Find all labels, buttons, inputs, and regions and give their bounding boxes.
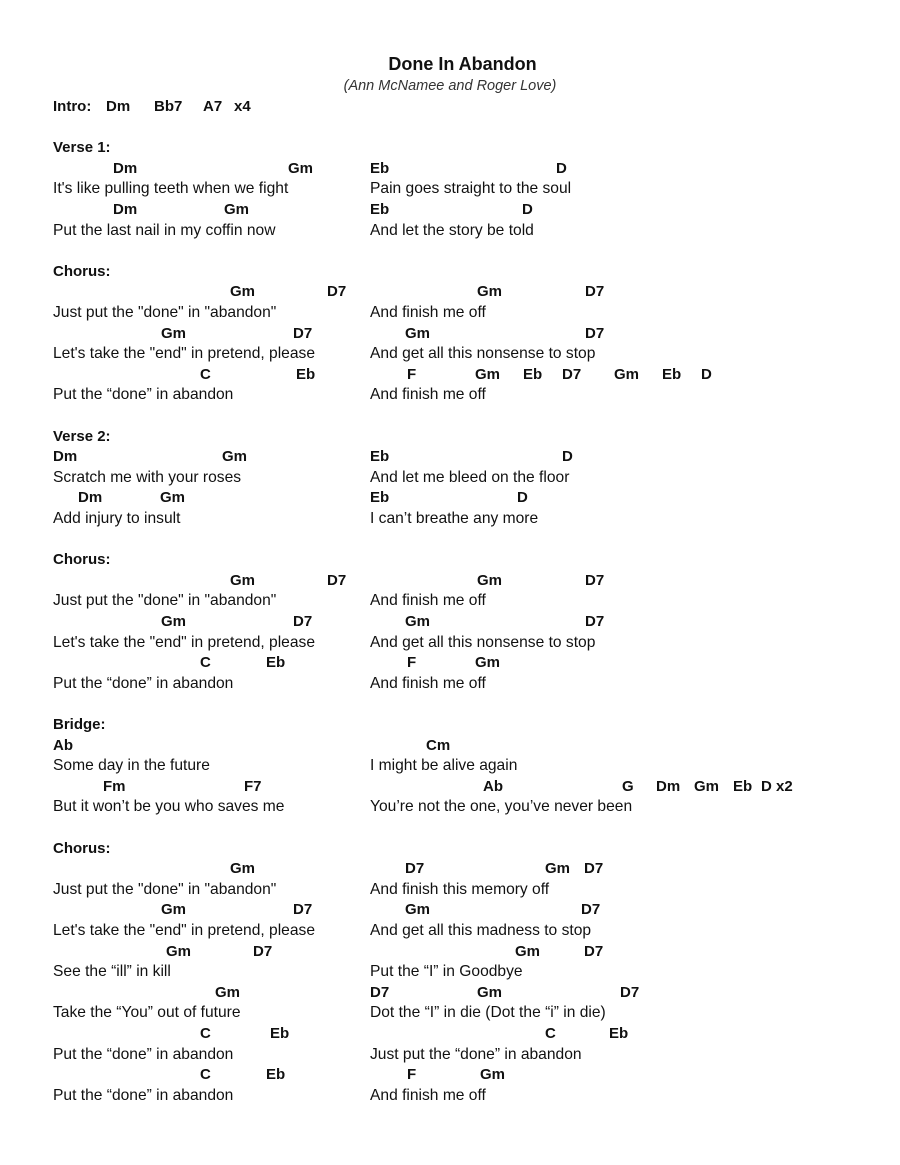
- chord: D7: [370, 983, 390, 1001]
- chord: Gm: [477, 983, 503, 1001]
- chord: Dm: [106, 98, 131, 115]
- lyric-line: And finish me off: [370, 592, 486, 610]
- lyric-line: Scratch me with your roses: [53, 468, 242, 486]
- lyric-line: Just put the "done" in "abandon": [53, 592, 277, 610]
- lyric-line: Let's take the "end" in pretend, please: [53, 922, 315, 939]
- lyric-line: And finish me off: [370, 304, 486, 321]
- chord: F: [407, 1066, 417, 1084]
- chord: D7: [253, 942, 273, 960]
- chord: Gm: [161, 324, 187, 342]
- chord: Gm: [694, 777, 720, 795]
- chord: D7: [581, 901, 601, 919]
- chord: Gm: [545, 860, 571, 878]
- chord: A7: [203, 98, 223, 115]
- section-heading: Bridge:: [53, 716, 106, 733]
- chord: D7: [327, 571, 347, 589]
- chord: Bb7: [154, 98, 183, 115]
- lyric-line: You’re not the one, you’ve never been: [370, 798, 633, 816]
- chord: Eb: [733, 777, 753, 795]
- chord: Gm: [475, 654, 501, 672]
- lyric-line: Dot the “I” in die (Dot the “i” in die): [370, 1004, 606, 1022]
- chord: Eb: [370, 201, 390, 218]
- chord: Ab: [483, 777, 503, 795]
- chord: Gm: [161, 613, 187, 630]
- chord: C: [200, 365, 211, 383]
- lyric-line: And finish me off: [370, 386, 486, 404]
- chord: Cm: [426, 736, 451, 754]
- chord: D: [522, 201, 533, 218]
- chord: Gm: [288, 159, 314, 177]
- chord: Gm: [160, 489, 186, 507]
- chord: Gm: [475, 365, 501, 383]
- chord: Eb: [266, 654, 286, 672]
- chord: Fm: [103, 777, 126, 795]
- chord: Gm: [230, 283, 256, 301]
- chord: Eb: [270, 1025, 290, 1042]
- lyric-line: And finish this memory off: [370, 880, 550, 898]
- lyric-line: Let's take the "end" in pretend, please: [53, 633, 315, 651]
- lyric-line: Add injury to insult: [53, 510, 181, 527]
- chord: D7: [585, 613, 605, 630]
- chord: Dm: [113, 159, 138, 177]
- lyric-line: Put the “I” in Goodbye: [370, 963, 523, 981]
- chord: Gm: [405, 613, 431, 630]
- chord: D7: [293, 324, 313, 342]
- chord: Gm: [477, 571, 503, 589]
- chord: Eb: [523, 365, 543, 383]
- lyric-line: And finish me off: [370, 674, 486, 692]
- chord: D7: [327, 283, 347, 301]
- lyric-line: Put the last nail in my coffin now: [53, 221, 276, 239]
- chord: Eb: [266, 1066, 286, 1084]
- section-heading: Chorus:: [53, 262, 111, 280]
- chord: D: [562, 448, 573, 466]
- chord: Gm: [224, 201, 250, 218]
- chord: Eb: [370, 489, 390, 507]
- lyric-line: Take the “You” out of future: [53, 1004, 241, 1022]
- lyric-line: And finish me off: [370, 1086, 486, 1104]
- chord: F7: [244, 777, 262, 795]
- chord: Eb: [609, 1025, 629, 1042]
- chord: D: [517, 489, 528, 507]
- chord: Gm: [230, 860, 256, 878]
- chord: Gm: [166, 942, 192, 960]
- chord: Gm: [477, 283, 503, 301]
- chord: x4: [234, 98, 251, 115]
- chord: C: [200, 654, 211, 672]
- lyric-line: I can’t breathe any more: [370, 510, 539, 527]
- lyric-line: Just put the “done” in abandon: [370, 1045, 582, 1063]
- chord: D7: [293, 901, 313, 919]
- chord: Eb: [296, 365, 316, 383]
- chord: D7: [562, 365, 582, 383]
- lyric-line: Let's take the "end" in pretend, please: [53, 345, 315, 363]
- lyric-line: And let the story be told: [370, 221, 534, 239]
- chord: D7: [620, 983, 640, 1001]
- chord: Eb: [370, 448, 390, 466]
- chord: Dm: [656, 777, 681, 795]
- section-heading: Chorus:: [53, 839, 111, 857]
- intro-label: Intro:: [53, 98, 92, 115]
- chord: D7: [293, 613, 313, 630]
- lyric-line: And get all this nonsense to stop: [370, 633, 596, 651]
- song-authors: (Ann McNamee and Roger Love): [343, 78, 557, 94]
- lyric-line: See the “ill” in kill: [53, 963, 171, 981]
- chord: F: [407, 654, 417, 672]
- chord: D7: [585, 283, 605, 301]
- chord: G: [622, 777, 634, 795]
- lyric-line: And let me bleed on the floor: [370, 468, 570, 486]
- lyric-line: It's like pulling teeth when we fight: [53, 180, 289, 198]
- chord: Gm: [215, 983, 241, 1001]
- chord: C: [200, 1066, 211, 1084]
- chord: Gm: [222, 448, 248, 466]
- chord: D7: [405, 860, 425, 878]
- lyric-line: Pain goes straight to the soul: [370, 180, 572, 198]
- lyric-line: Just put the "done" in "abandon": [53, 304, 277, 321]
- chord: Gm: [614, 365, 640, 383]
- chord: D7: [584, 860, 604, 878]
- lyric-line: Just put the "done" in "abandon": [53, 880, 277, 898]
- chord: F: [407, 365, 417, 383]
- lyric-line: Some day in the future: [53, 757, 210, 775]
- chord: Dm: [53, 448, 78, 466]
- chord: Gm: [161, 901, 187, 919]
- song-title: Done In Abandon: [388, 54, 537, 74]
- chord: D x2: [761, 777, 793, 795]
- chord: D: [701, 365, 712, 383]
- section-heading: Chorus:: [53, 551, 111, 569]
- chord: D7: [584, 942, 604, 960]
- chord: Eb: [662, 365, 682, 383]
- chord: C: [545, 1025, 556, 1042]
- lyric-line: And get all this nonsense to stop: [370, 345, 596, 363]
- lyric-line: But it won’t be you who saves me: [53, 798, 285, 816]
- chord: C: [200, 1025, 211, 1042]
- chord: Eb: [370, 159, 390, 177]
- lyric-line: Put the “done” in abandon: [53, 386, 234, 404]
- chord: Dm: [78, 489, 103, 507]
- chord: Gm: [515, 942, 541, 960]
- lyric-line: Put the “done” in abandon: [53, 674, 234, 692]
- chord: Ab: [53, 736, 73, 754]
- chord: D: [556, 159, 567, 177]
- chord: D7: [585, 571, 605, 589]
- section-heading: Verse 2:: [53, 427, 111, 445]
- lyric-line: Put the “done” in abandon: [53, 1086, 234, 1104]
- chord: Gm: [230, 571, 256, 589]
- lyric-line: And get all this madness to stop: [370, 922, 592, 939]
- section-heading: Verse 1:: [53, 139, 111, 157]
- chord: Dm: [113, 201, 138, 218]
- chord: Gm: [405, 324, 431, 342]
- chord: D7: [585, 324, 605, 342]
- chord: Gm: [480, 1066, 506, 1084]
- lyric-line: Put the “done” in abandon: [53, 1045, 234, 1063]
- chord: Gm: [405, 901, 431, 919]
- lyric-line: I might be alive again: [370, 757, 518, 775]
